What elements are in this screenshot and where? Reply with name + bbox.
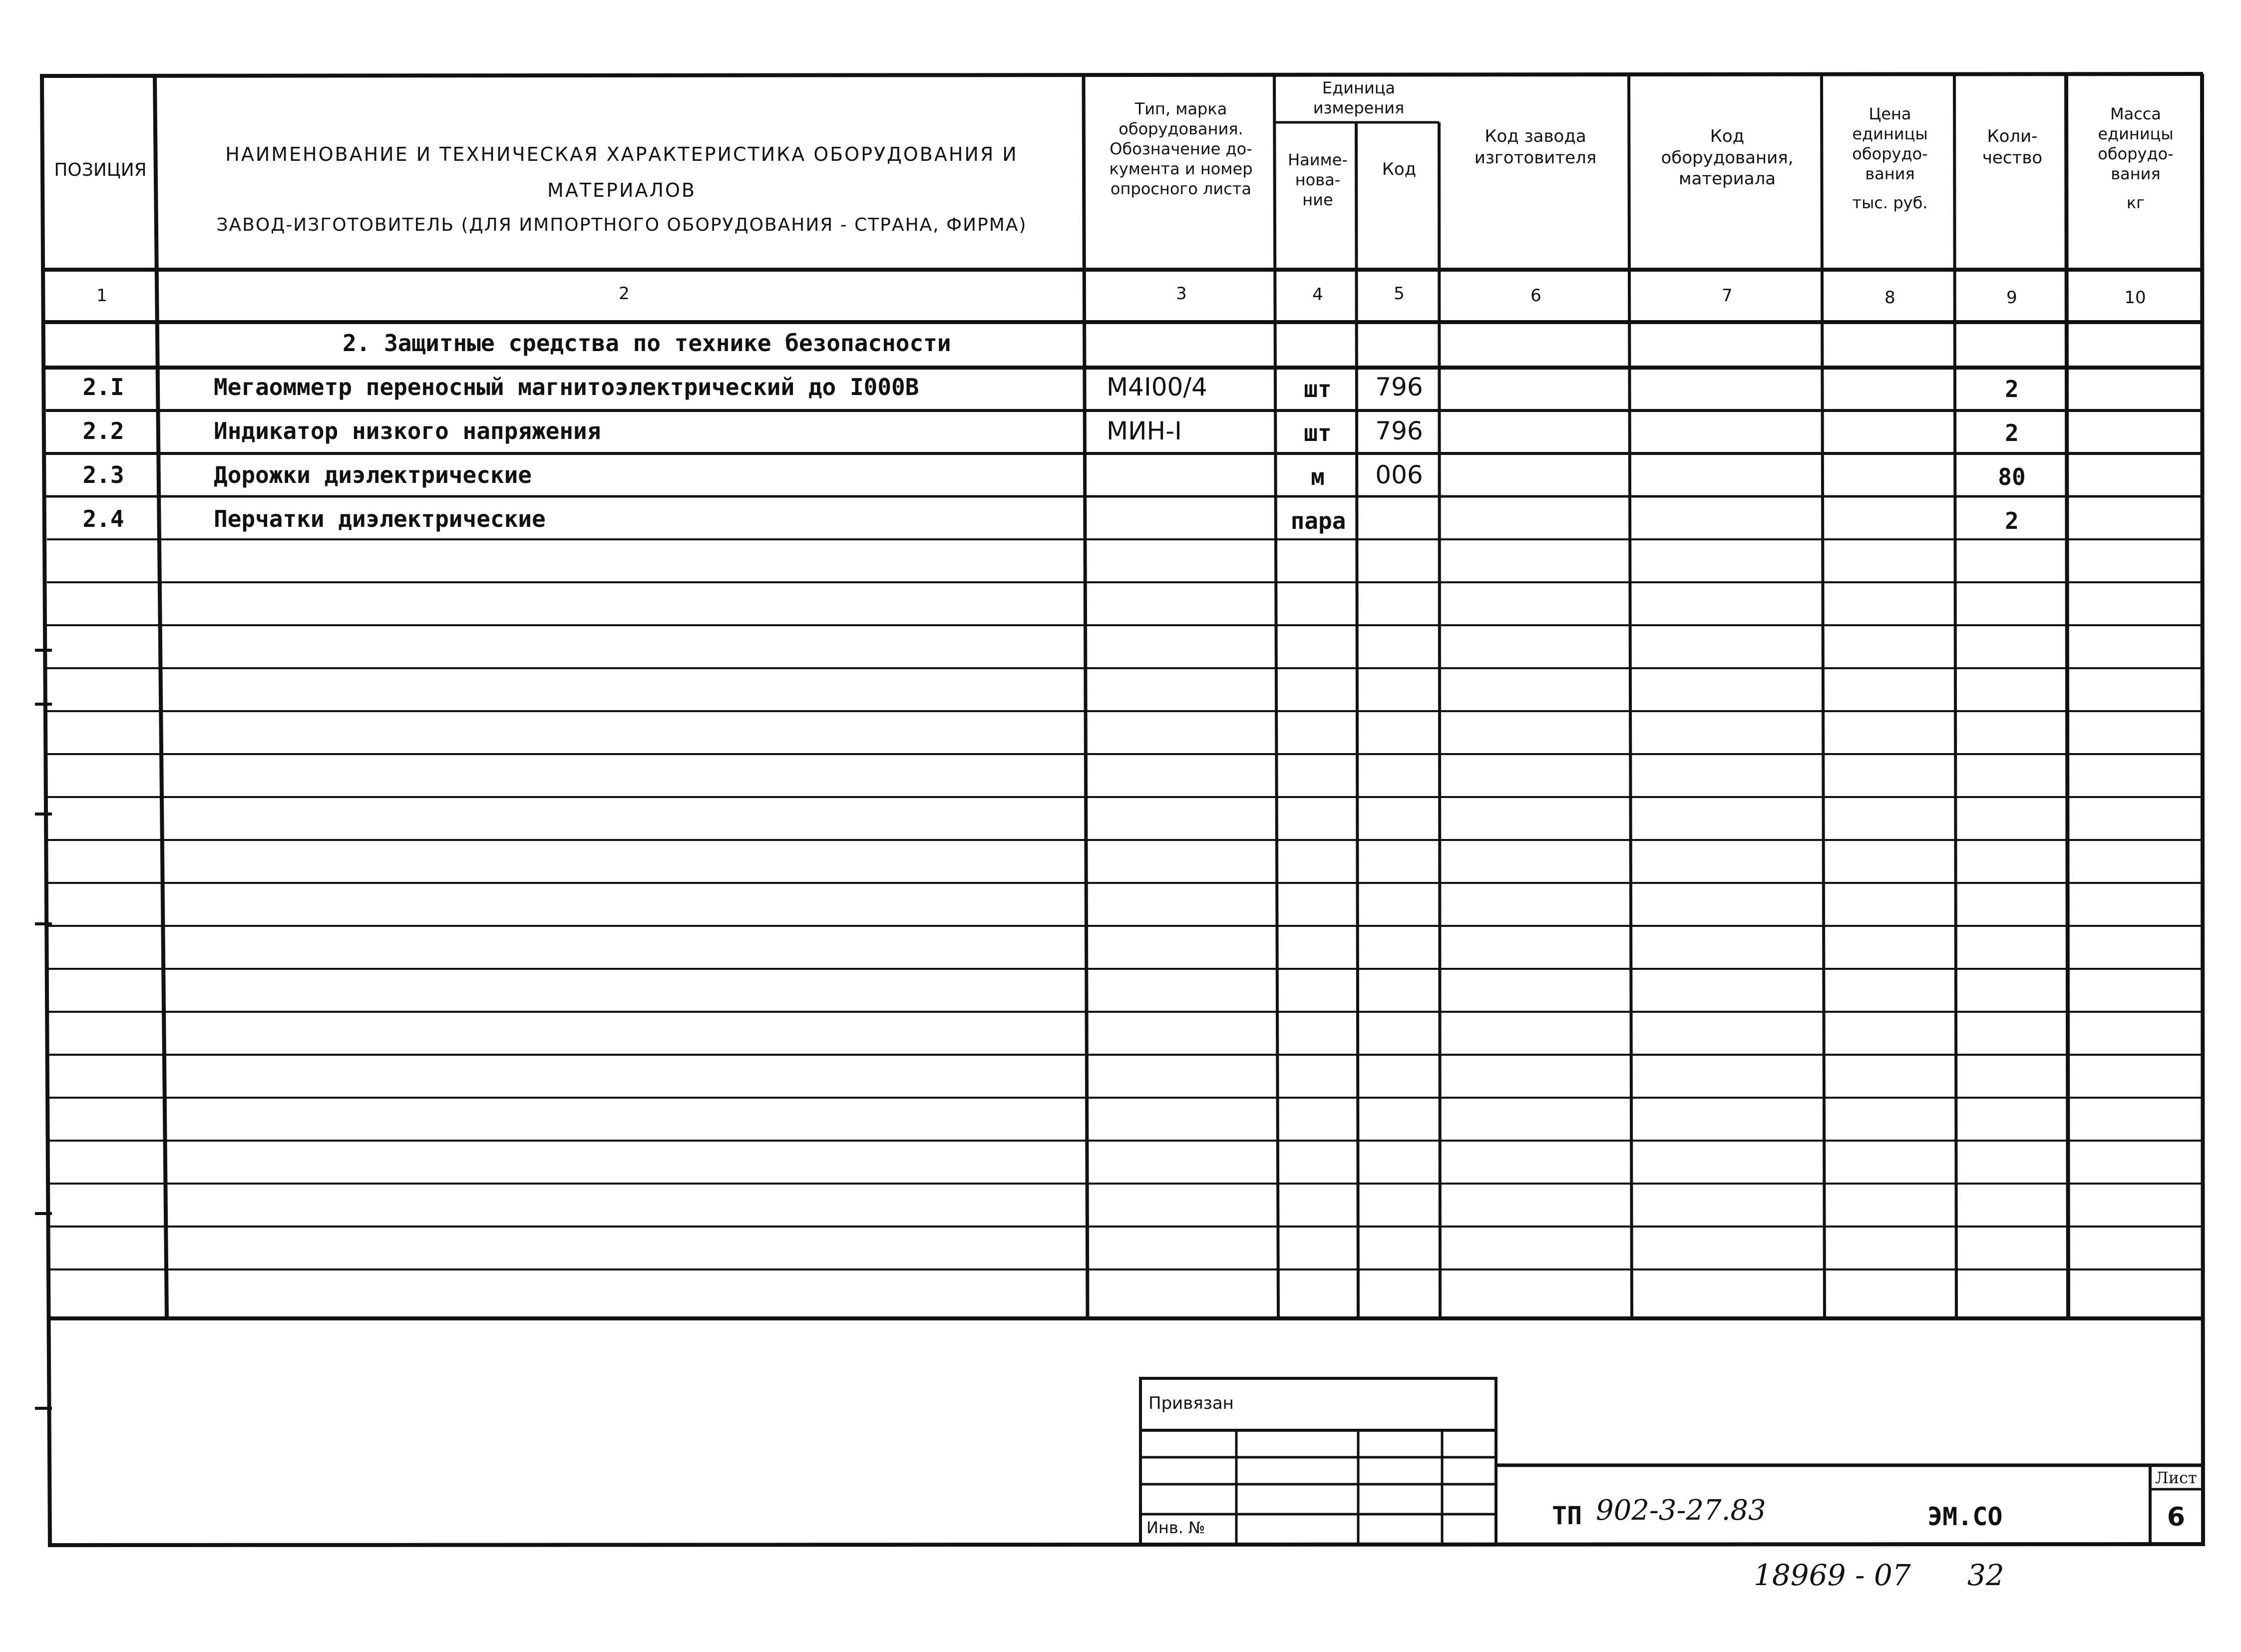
header-name-line1: НАИМЕНОВАНИЕ И ТЕХНИЧЕСКАЯ ХАРАКТЕРИСТИКА ОБОРУДОВАНИЯ И — [225, 143, 1018, 165]
row-position: 2.I — [82, 374, 124, 401]
stamp-sheet-number: 6 — [2167, 1502, 2186, 1532]
column-number: 8 — [1884, 288, 1895, 308]
stamp-doc-number: 902-3-27.83 — [1596, 1494, 1766, 1527]
header-manufacturer-code-line: Код завода — [1485, 126, 1586, 146]
row-type: МИН-I — [1107, 416, 1182, 445]
column-number: 5 — [1394, 284, 1405, 304]
header-unit-name-line: Наиме- — [1288, 150, 1348, 169]
row-unit: пара — [1290, 507, 1346, 534]
header-manufacturer-code-line: изготовителя — [1474, 147, 1597, 168]
column-number: 10 — [2124, 288, 2146, 308]
row-name: Мегаомметр переносный магнитоэлектрический до I000В — [214, 374, 919, 401]
header-type-line: опросного листа — [1110, 179, 1252, 198]
header-type-line: оборудования. — [1119, 119, 1243, 138]
row-unit-code: 006 — [1375, 460, 1423, 489]
row-quantity: 2 — [2005, 419, 2019, 446]
header-unit-group-line: измерения — [1313, 98, 1405, 117]
header-type-line: кумента и номер — [1109, 159, 1253, 178]
header-mass — [2069, 104, 2202, 213]
header-position: ПОЗИЦИЯ — [54, 160, 147, 180]
stamp-doc-code: ТП — [1552, 1501, 1582, 1530]
header-mass-line: оборудо- — [2098, 144, 2174, 163]
header-unit-code: Код — [1382, 159, 1417, 179]
row-name: Индикатор низкого напряжения — [214, 417, 601, 444]
header-equipment-code-line: оборудования, — [1661, 147, 1794, 168]
header-price — [1826, 104, 1954, 213]
header-price-line: Цена — [1868, 104, 1911, 123]
column-number: 1 — [96, 286, 107, 306]
row-quantity: 2 — [2005, 507, 2019, 534]
row-quantity: 2 — [2005, 376, 2019, 403]
header-type-line: Обозначение до- — [1110, 139, 1252, 158]
header-unit-group — [1278, 78, 1439, 118]
row-unit-code: 796 — [1375, 416, 1423, 445]
header-equipment-code-line: Код — [1710, 126, 1745, 146]
row-name: Дорожки диэлектрические — [214, 461, 532, 488]
row-name: Перчатки диэлектрические — [214, 505, 546, 532]
header-quantity-line: Коли- — [1987, 126, 2038, 146]
header-manufacturer-code — [1441, 126, 1630, 168]
header-mass-line: Масса — [2110, 104, 2161, 123]
header-price-line: единицы — [1852, 124, 1928, 143]
header-mass-line: единицы — [2098, 124, 2174, 143]
row-unit: м — [1311, 463, 1325, 490]
header-unit-name-line: нова- — [1295, 170, 1341, 189]
row-unit: шт — [1304, 419, 1332, 446]
header-price-line: вания — [1865, 164, 1915, 183]
column-number: 2 — [619, 284, 630, 304]
header-mass-line: вания — [2111, 164, 2161, 183]
header-unit-group-line: Единица — [1322, 78, 1396, 97]
stamp-sheet-label: Лист — [2155, 1468, 2197, 1487]
column-number: 3 — [1176, 284, 1187, 304]
row-quantity: 80 — [1998, 463, 2026, 490]
section-title: 2. Защитные средства по технике безопасности — [343, 330, 951, 357]
header-unit-name-line: ние — [1302, 190, 1333, 209]
header-price-line: тыс. руб. — [1852, 193, 1928, 212]
row-type: М4I00/4 — [1107, 373, 1207, 402]
column-number: 9 — [2006, 288, 2017, 308]
header-quantity — [1957, 126, 2067, 168]
header-equipment-code — [1633, 126, 1822, 190]
header-name-line3: ЗАВОД-ИЗГОТОВИТЕЛЬ (ДЛЯ ИМПОРТНОГО ОБОРУДОВАНИЯ - СТРАНА, ФИРМА) — [216, 215, 1027, 235]
header-type — [1089, 99, 1273, 199]
header-unit-name — [1278, 150, 1357, 210]
header-price-line: оборудо- — [1852, 144, 1928, 163]
stamp-bound-label: Привязан — [1148, 1393, 1234, 1413]
column-number: 4 — [1312, 285, 1323, 305]
column-number: 6 — [1530, 286, 1541, 306]
header-mass-line: кг — [2126, 193, 2145, 212]
header-equipment-code-line: материала — [1678, 169, 1776, 189]
column-number: 7 — [1722, 286, 1733, 306]
stamp-inv-label: Инв. № — [1146, 1518, 1205, 1537]
row-position: 2.3 — [82, 461, 124, 488]
row-position: 2.2 — [82, 417, 124, 444]
header-name-line2: МАТЕРИАЛОВ — [547, 179, 696, 201]
header-quantity-line: чество — [1982, 147, 2043, 168]
stamp-mark: ЭМ.СО — [1927, 1502, 2003, 1531]
row-position: 2.4 — [82, 505, 124, 532]
handwritten-page-number: 32 — [1967, 1558, 2004, 1592]
row-unit-code: 796 — [1375, 373, 1423, 402]
row-unit: шт — [1304, 376, 1332, 403]
header-type-line: Тип, марка — [1134, 99, 1227, 118]
handwritten-reference: 18969 - 07 — [1754, 1558, 1911, 1592]
